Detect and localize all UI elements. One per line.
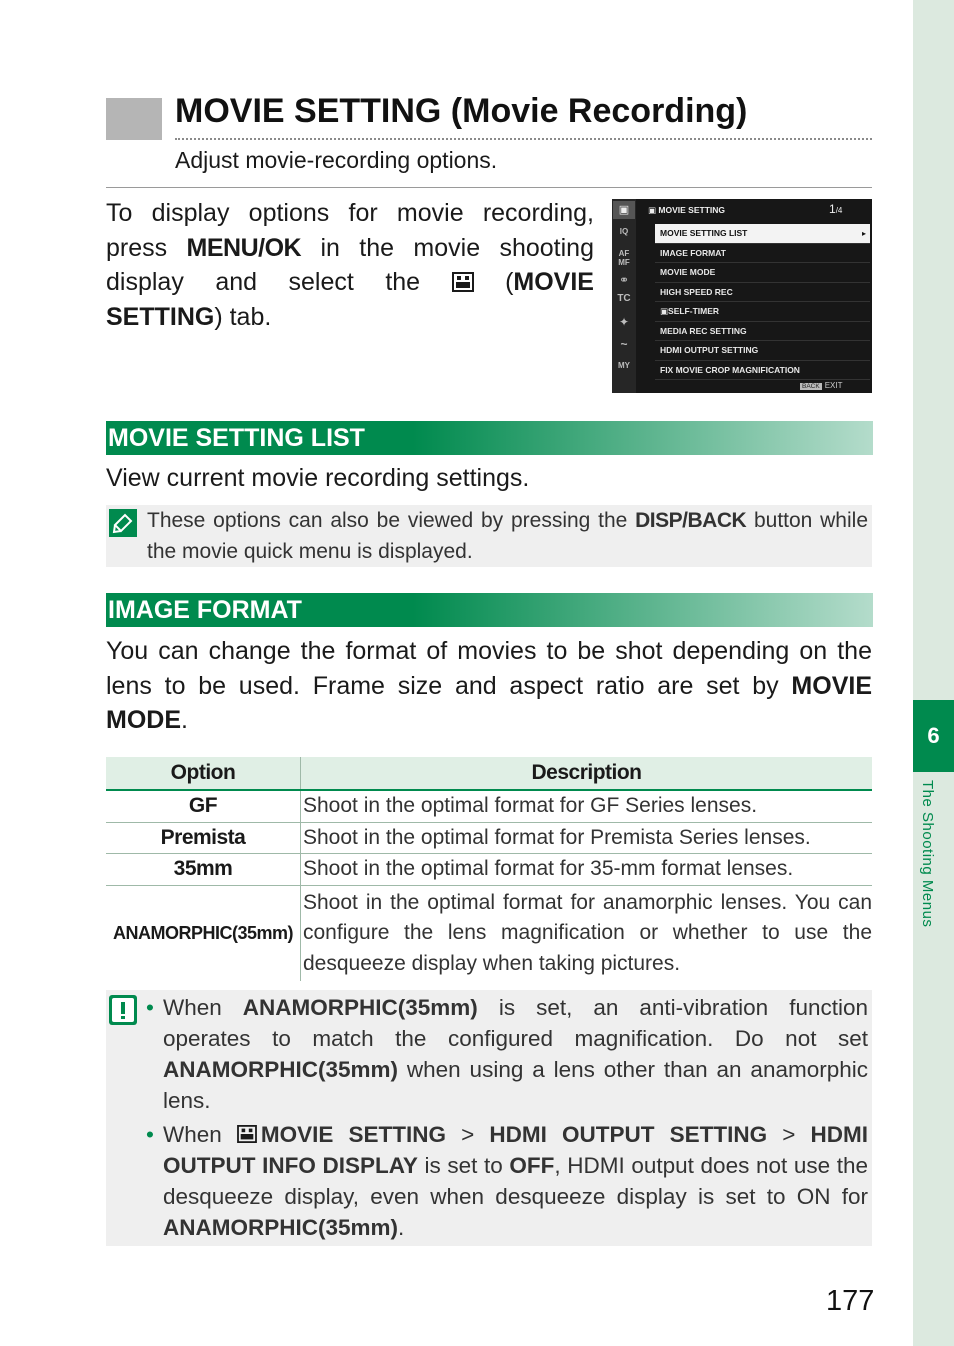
- page-title: MOVIE SETTING (Movie Recording): [175, 92, 748, 130]
- camera-menu-item[interactable]: MOVIE SETTING LIST ▸: [655, 224, 870, 244]
- table-row: [106, 854, 872, 886]
- page-subtitle: Adjust movie-recording options.: [175, 147, 498, 173]
- back-button[interactable]: BACK: [802, 383, 820, 390]
- table-row: [106, 790, 872, 822]
- af-mf-tab-icon[interactable]: AF MF: [618, 249, 630, 267]
- page-number: 177: [826, 1285, 875, 1317]
- disp-back-button-label: DISP/BACK: [635, 509, 747, 532]
- camera-menu-page: 1/4: [829, 202, 843, 216]
- camera-menu-tabs: [612, 199, 636, 393]
- option-cell: ANAMORPHIC(35mm): [106, 885, 301, 981]
- chapter-number-tab[interactable]: 6: [913, 700, 954, 772]
- table-header-row: [106, 757, 872, 790]
- caution-bullet-1: • When ANAMORPHIC(35mm) is set, an anti-vibration function operates to match the configured magnification. Do not set ANAMORPHIC(35mm) when using a lens other than an anamorphic lens.: [146, 995, 868, 1113]
- section-heading-image-format: IMAGE FORMAT: [106, 593, 873, 627]
- section2-text: You can change the format of movies to be shot depending on the lens to be used. Frame size and aspect ratio are set by MOVIE MODE.: [106, 637, 872, 734]
- chapter-sidebar: [913, 0, 954, 1346]
- self-timer-icon: ▣: [660, 306, 669, 316]
- movie-icon: [237, 1125, 257, 1143]
- movie-setting-tab-label: MOVIE SETTING: [106, 268, 594, 331]
- pencil-note-icon: [109, 509, 137, 537]
- table-row: [106, 822, 872, 854]
- camera-menu-list: [655, 224, 870, 380]
- tc-tab-icon[interactable]: TC: [617, 293, 631, 304]
- menu-ok-button-label: MENU/OK: [186, 233, 302, 262]
- caution-box: [106, 990, 872, 1246]
- movie-icon: [452, 272, 474, 292]
- title-divider: [175, 138, 872, 140]
- movie-tab-icon[interactable]: ▣: [613, 201, 635, 219]
- column-header-description: Description: [301, 757, 873, 790]
- column-header-option: Option: [106, 757, 301, 790]
- option-cell: Premista: [106, 822, 301, 854]
- camera-menu-item[interactable]: HDMI OUTPUT SETTING: [655, 341, 870, 361]
- connection-tab-icon[interactable]: ~: [620, 337, 628, 351]
- note-text: These options can also be viewed by pressing the DISP/BACK button while the movie quick menu is displayed.: [147, 509, 868, 563]
- camera-menu-screenshot: [612, 199, 872, 393]
- intro-paragraph: To display options for movie recording, press MENU/OK in the movie shooting display and select the (MOVIE SETTING) tab.: [106, 199, 594, 331]
- note-box: [106, 505, 872, 567]
- table-row: [106, 885, 872, 981]
- description-cell: Shoot in the optimal format for GF Series lenses.: [301, 790, 873, 822]
- description-cell: Shoot in the optimal format for 35-mm format lenses.: [301, 854, 873, 886]
- camera-menu-item[interactable]: IMAGE FORMAT: [655, 244, 870, 264]
- title-marker: [106, 98, 162, 140]
- my-menu-tab-icon[interactable]: MY: [618, 361, 630, 370]
- option-cell: 35mm: [106, 854, 301, 886]
- camera-menu-item[interactable]: MEDIA REC SETTING: [655, 322, 870, 342]
- camera-menu-footer: [800, 381, 842, 390]
- section1-text: View current movie recording settings.: [106, 464, 530, 492]
- caution-bullet-2: • When MOVIE SETTING > HDMI OUTPUT SETTING > HDMI OUTPUT INFO DISPLAY is set to OFF, HDMI output does not use the desqueeze display, even when desqueeze display is set to ON for ANAMORPHIC(35mm).: [146, 1122, 868, 1240]
- camera-menu-item[interactable]: MOVIE MODE: [655, 263, 870, 283]
- camera-menu-item[interactable]: HIGH SPEED REC: [655, 283, 870, 303]
- camera-menu-item[interactable]: ▣SELF-TIMER: [655, 302, 870, 322]
- description-cell: Shoot in the optimal format for Premista Series lenses.: [301, 822, 873, 854]
- image-quality-tab-icon[interactable]: IQ: [619, 227, 629, 236]
- flash-tab-icon[interactable]: ⚭: [618, 273, 630, 287]
- option-cell: GF: [106, 790, 301, 822]
- description-cell: Shoot in the optimal format for anamorphic lenses. You can configure the lens magnification or whether to use the desqueeze display when taking pictures.: [303, 890, 872, 975]
- exit-label: EXIT: [824, 381, 843, 390]
- wrench-icon[interactable]: ✦: [618, 315, 630, 329]
- section-heading-movie-setting-list: MOVIE SETTING LIST: [106, 421, 873, 455]
- caution-icon: [109, 995, 137, 1025]
- options-table: [106, 757, 872, 981]
- chapter-label: The Shooting Menus: [919, 780, 936, 928]
- subtitle-divider: [106, 187, 872, 188]
- camera-menu-item[interactable]: FIX MOVIE CROP MAGNIFICATION: [655, 361, 870, 381]
- camera-menu-header: ▣ MOVIE SETTING: [648, 205, 725, 215]
